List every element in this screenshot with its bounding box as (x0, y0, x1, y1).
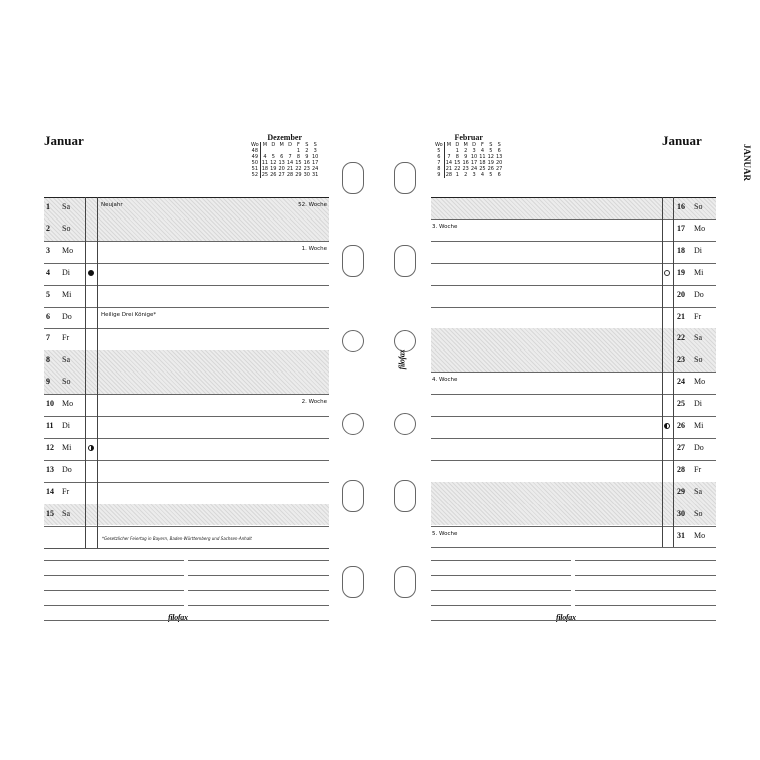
mini-calendar-cell: 16 (303, 160, 310, 166)
right-note-line (431, 560, 571, 561)
mini-calendar-cell: 8 (455, 154, 459, 160)
right-mini-calendar (434, 133, 503, 178)
right-mini-calendar-grid (434, 142, 503, 178)
right-day-number: 22 (677, 333, 685, 343)
mini-calendar-cell: 2 (464, 148, 468, 154)
mini-calendar-header-cell: F (480, 142, 484, 148)
mini-calendar-cell: 27 (495, 166, 503, 172)
right-day-name: Mo (694, 223, 706, 233)
mini-calendar-cell: 6 (497, 148, 501, 154)
binding-hole (342, 330, 364, 352)
left-note-line (44, 590, 184, 591)
mini-calendar-cell: 5 (489, 172, 493, 178)
right-day-number: 17 (677, 223, 685, 233)
left-row-line (44, 328, 329, 329)
left-day-name: Mo (62, 245, 74, 255)
binding-hole (342, 245, 364, 277)
mini-calendar-week-row (250, 172, 319, 178)
left-day-name: Mo (62, 399, 74, 409)
mini-calendar-cell: 9 (305, 154, 309, 160)
left-day-name: Sa (62, 355, 70, 365)
left-note-line (44, 575, 184, 576)
binding-hole (394, 566, 416, 598)
mini-calendar-cell: 28 (445, 172, 453, 178)
mini-calendar-cell: 31 (311, 172, 319, 178)
mini-calendar-cell: 14 (445, 160, 453, 166)
right-brand-logo: filofax (556, 613, 576, 622)
mini-calendar-cell: 4 (480, 172, 484, 178)
mini-calendar-cell: 10 (470, 154, 478, 160)
mini-calendar-cell: 23 (303, 166, 310, 172)
mini-calendar-cell: 4 (480, 148, 484, 154)
left-week-label: 52. Woche (298, 202, 327, 208)
left-note-line (44, 605, 184, 606)
mini-calendar-cell: 9 (464, 154, 468, 160)
mini-calendar-cell: 17 (470, 160, 478, 166)
left-note-line (188, 590, 329, 591)
mini-calendar-cell: 27 (278, 172, 285, 178)
left-day-name: So (62, 377, 71, 387)
left-day-name: Di (62, 267, 70, 277)
left-day-number: 5 (46, 289, 50, 299)
left-weekend-shade (44, 372, 329, 394)
mini-calendar-cell: 4 (263, 154, 267, 160)
mini-calendar-cell: 5 (271, 154, 275, 160)
mini-calendar-cell: 18 (261, 166, 269, 172)
mini-calendar-cell: 15 (454, 160, 461, 166)
mini-calendar-cell: 2 (464, 172, 468, 178)
left-day-number: 1 (46, 202, 50, 211)
mini-calendar-cell: 16 (462, 160, 469, 166)
right-note-line (575, 590, 716, 591)
right-row-line (431, 547, 716, 548)
mini-calendar-cell: 1 (455, 148, 459, 154)
mini-calendar-cell: 7 (288, 154, 292, 160)
right-day-number: 21 (677, 311, 685, 321)
mini-calendar-cell: 51 (250, 166, 260, 172)
mini-calendar-cell: 12 (487, 154, 494, 160)
mini-calendar-cell: 20 (495, 160, 503, 166)
left-weekend-shade (44, 350, 329, 372)
left-day-name: Mi (62, 289, 72, 299)
left-row-line (44, 394, 329, 395)
mini-calendar-cell: 22 (295, 166, 302, 172)
right-note-line (431, 590, 571, 591)
left-day-note: Heilige Drei Könige* (101, 311, 157, 318)
mini-calendar-cell: 7 (434, 160, 444, 166)
mini-calendar-header-cell: S (305, 142, 309, 148)
mini-calendar-header-cell: D (271, 142, 276, 148)
mini-calendar-cell: 17 (311, 160, 319, 166)
mini-calendar-cell: 24 (311, 166, 319, 172)
mini-calendar-header-cell: D (472, 142, 476, 148)
mini-calendar-cell: 29 (295, 172, 302, 178)
left-day-number: 15 (46, 508, 54, 518)
left-day-number: 3 (46, 245, 50, 255)
mini-calendar-cell: 3 (313, 148, 317, 154)
mini-calendar-cell: 22 (454, 166, 461, 172)
right-day-number: 23 (677, 355, 685, 365)
mini-calendar-cell: 1 (296, 148, 300, 154)
mini-calendar-header-cell: M (279, 142, 284, 148)
mini-calendar-header-cell: S (497, 142, 501, 148)
left-footnote: *Gesetzlicher Feiertag in Bayern, Baden-Württemberg und Sachsen-Anhalt (102, 536, 252, 541)
binding-hole (342, 566, 364, 598)
left-day-number: 10 (46, 399, 54, 409)
right-day-name: Do (694, 289, 704, 299)
mini-calendar-cell: 25 (479, 166, 486, 172)
mini-calendar-cell: 12 (270, 160, 277, 166)
mini-calendar-week-row (434, 172, 503, 178)
right-day-name: So (694, 355, 703, 365)
left-day-name: Sa (62, 202, 70, 211)
left-day-name: Fr (62, 333, 70, 343)
mini-calendar-cell: 26 (487, 166, 494, 172)
right-day-number: 29 (677, 486, 685, 496)
right-day-name: Di (694, 399, 702, 409)
mini-calendar-cell: 9 (434, 172, 444, 178)
mini-calendar-cell: 3 (472, 148, 476, 154)
mini-calendar-cell: 5 (489, 148, 493, 154)
right-day-number: 18 (677, 245, 685, 255)
left-day-number: 6 (46, 311, 50, 321)
right-note-line (575, 560, 716, 561)
left-row-line (44, 241, 329, 242)
right-day-name: Sa (694, 333, 702, 343)
left-day-number: 8 (46, 355, 50, 365)
left-mini-calendar (250, 133, 319, 178)
right-note-line (431, 620, 716, 621)
left-day-name: Do (62, 311, 72, 321)
mini-calendar-cell: 19 (487, 160, 494, 166)
right-week-label: 3. Woche (432, 223, 458, 230)
mini-calendar-cell: 5 (434, 148, 444, 154)
mini-calendar-cell: 23 (462, 166, 469, 172)
mini-calendar-header-cell: F (296, 142, 300, 148)
left-top-line (44, 197, 329, 198)
right-day-name: Mo (694, 530, 706, 540)
right-day-number: 27 (677, 442, 685, 452)
mini-calendar-cell: 8 (434, 166, 444, 172)
right-day-number: 25 (677, 399, 685, 409)
left-note-line (44, 620, 329, 621)
mini-calendar-header-cell: Wo (251, 142, 259, 148)
right-day-name: Mi (694, 421, 704, 430)
left-day-number: 7 (46, 333, 50, 343)
mini-calendar-header-cell: M (463, 142, 468, 148)
left-day-number: 4 (46, 267, 50, 277)
left-day-number: 12 (46, 442, 54, 452)
mini-calendar-cell: 15 (295, 160, 302, 166)
mini-calendar-cell: 14 (286, 160, 294, 166)
mini-calendar-cell: 6 (497, 172, 501, 178)
mini-calendar-cell: 20 (278, 166, 285, 172)
mini-calendar-header-cell: D (455, 142, 460, 148)
moon-phase-icon (88, 270, 94, 276)
mini-calendar-cell: 18 (479, 160, 486, 166)
left-day-number: 2 (46, 223, 50, 233)
binding-hole (394, 162, 416, 194)
mini-calendar-cell: 13 (495, 154, 503, 160)
right-note-line (575, 575, 716, 576)
binding-brand-logo: filofax (397, 349, 407, 370)
right-day-name: Fr (694, 464, 702, 474)
mini-calendar-cell: 52 (250, 172, 260, 178)
right-side-label: JANUAR (742, 144, 752, 181)
left-row-line (44, 460, 329, 461)
right-day-number: 30 (677, 508, 685, 518)
right-note-line (575, 605, 716, 606)
left-week-label: 2. Woche (301, 399, 327, 406)
left-mini-calendar-grid (250, 142, 319, 178)
left-weekend-shade (44, 504, 329, 526)
binding-hole (394, 480, 416, 512)
left-note-line (44, 560, 184, 561)
right-day-name: Do (694, 442, 704, 452)
left-day-number: 14 (46, 486, 54, 496)
mini-calendar-cell: 50 (250, 160, 260, 166)
mini-calendar-cell: 10 (311, 154, 319, 160)
left-day-number: 13 (46, 464, 54, 474)
mini-calendar-cell: 6 (280, 154, 284, 160)
left-row-line (44, 307, 329, 308)
left-day-note: Neujahr (101, 202, 123, 208)
left-row-line (44, 438, 329, 439)
mini-calendar-header-cell: S (489, 142, 493, 148)
left-day-name: Di (62, 421, 70, 430)
right-day-number: 16 (677, 202, 685, 211)
mini-calendar-header-cell: M (262, 142, 268, 148)
mini-calendar-cell: 1 (455, 172, 459, 178)
binding-hole (342, 413, 364, 435)
right-note-line (431, 575, 571, 576)
right-day-name: So (694, 202, 703, 211)
mini-calendar-cell: 25 (261, 172, 269, 178)
left-note-line (188, 575, 329, 576)
left-row-line (44, 285, 329, 286)
binding-hole (342, 480, 364, 512)
mini-calendar-cell: 21 (445, 166, 453, 172)
mini-calendar-cell: 3 (472, 172, 476, 178)
right-column-divider (673, 197, 674, 547)
mini-calendar-cell: 8 (296, 154, 300, 160)
right-day-name: Sa (694, 486, 702, 496)
left-note-line (188, 560, 329, 561)
mini-calendar-cell: 2 (305, 148, 309, 154)
right-day-number: 20 (677, 289, 685, 299)
left-day-name: Do (62, 464, 72, 474)
left-note-line (188, 605, 329, 606)
right-day-name: Mo (694, 377, 706, 387)
left-day-name: Fr (62, 486, 70, 496)
mini-calendar-cell: 49 (250, 154, 260, 160)
left-bottom-line (44, 548, 329, 549)
right-day-name: Fr (694, 311, 702, 321)
left-row-line (44, 482, 329, 483)
right-week-label: 4. Woche (432, 377, 458, 384)
mini-calendar-cell: 24 (470, 166, 478, 172)
moon-phase-icon (664, 270, 670, 276)
right-day-number: 19 (677, 267, 685, 277)
right-day-number: 24 (677, 377, 685, 387)
left-day-name: Sa (62, 508, 70, 518)
left-week-label: 1. Woche (301, 245, 327, 252)
right-day-number: 26 (677, 421, 685, 430)
right-day-number: 28 (677, 464, 685, 474)
left-row-line (44, 526, 329, 527)
left-row-line (44, 263, 329, 264)
right-day-name: So (694, 508, 703, 518)
right-day-name: Mi (694, 267, 704, 277)
mini-calendar-cell: 30 (303, 172, 310, 178)
mini-calendar-cell: 11 (479, 154, 486, 160)
left-column-divider (97, 197, 98, 548)
left-weekend-shade (44, 219, 329, 241)
right-note-line (431, 605, 571, 606)
mini-calendar-cell: 13 (278, 160, 285, 166)
mini-calendar-cell: 6 (434, 154, 444, 160)
left-day-number: 11 (46, 421, 54, 430)
left-weekend-shade (44, 197, 329, 219)
mini-calendar-cell: 26 (270, 172, 277, 178)
binding-hole (394, 245, 416, 277)
left-row-line (44, 416, 329, 417)
left-column-divider (85, 197, 86, 548)
right-day-name: Di (694, 245, 702, 255)
mini-calendar-header-cell: S (313, 142, 317, 148)
left-day-name: Mi (62, 442, 72, 452)
mini-calendar-cell: 28 (286, 172, 294, 178)
left-mini-calendar-title: Dezember (267, 133, 302, 142)
mini-calendar-header-cell: M (446, 142, 452, 148)
binding-hole (394, 413, 416, 435)
right-week-label: 5. Woche (432, 530, 458, 537)
moon-phase-icon (88, 445, 94, 451)
mini-calendar-header-cell: D (288, 142, 292, 148)
mini-calendar-cell: 7 (447, 154, 451, 160)
left-brand-logo: filofax (168, 613, 188, 622)
mini-calendar-cell: 48 (250, 148, 260, 154)
mini-calendar-header-cell: Wo (435, 142, 443, 148)
right-column-divider (662, 197, 663, 547)
left-day-name: So (62, 223, 71, 233)
mini-calendar-cell: 21 (286, 166, 294, 172)
left-day-number: 9 (46, 377, 50, 387)
right-mini-calendar-title: Februar (454, 133, 483, 142)
right-day-number: 31 (677, 530, 685, 540)
mini-calendar-cell: 11 (261, 160, 269, 166)
binding-hole (342, 162, 364, 194)
right-month-title: Januar (662, 133, 702, 148)
mini-calendar-cell: 19 (270, 166, 277, 172)
moon-phase-icon (664, 423, 670, 429)
left-month-title: Januar (44, 133, 84, 148)
